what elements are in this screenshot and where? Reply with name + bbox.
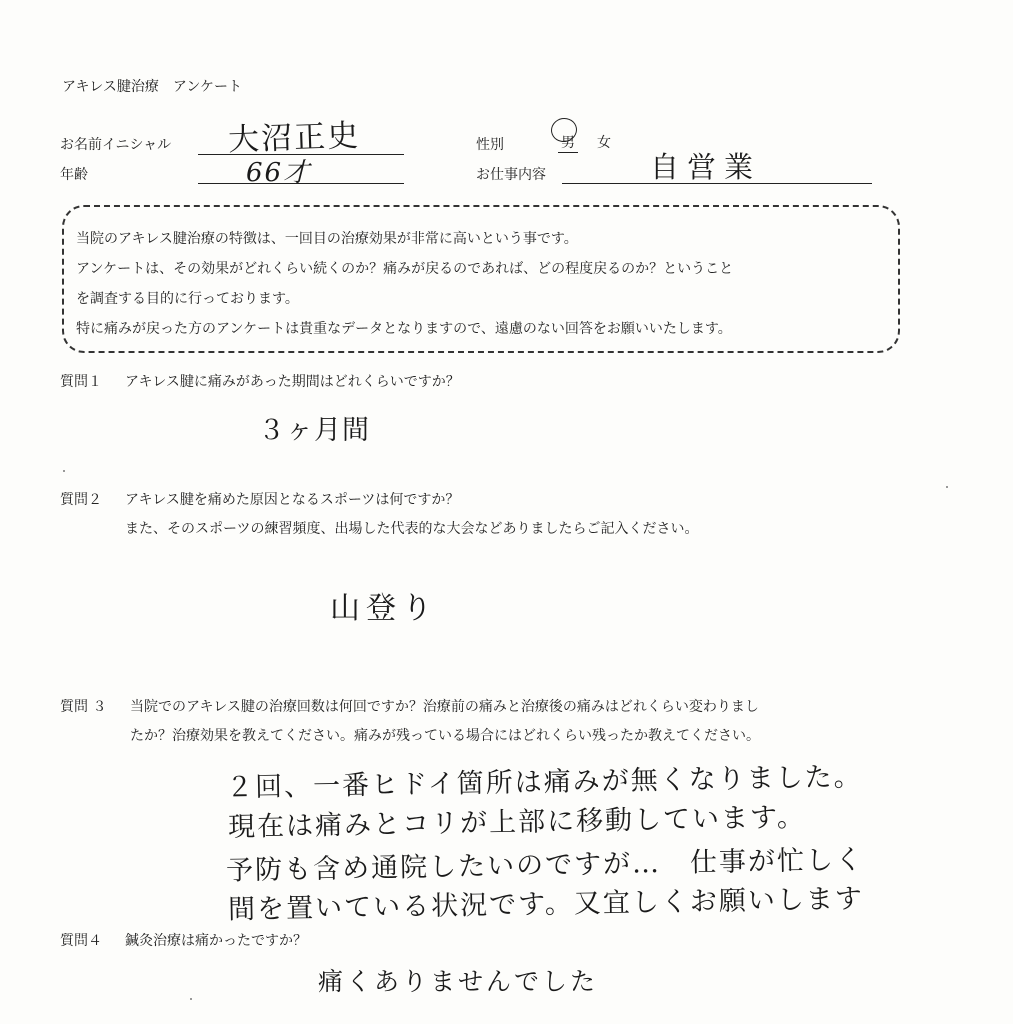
job-label: お仕事内容 <box>476 167 546 183</box>
question-1-answer: ３ヶ月間 <box>258 415 370 446</box>
question-3-answer-line-4: 間を置いている状況です。又宜しくお願いします <box>227 883 865 926</box>
gender-female: 女 <box>597 135 611 151</box>
notice-line-2: アンケートは、その効果がどれくらい続くのか？痛みが戻るのであれば、どの程度戻るのか？ということ <box>76 261 734 277</box>
question-2-label: 質問２ <box>60 492 102 508</box>
question-2-text: アキレス腱を痛めた原因となるスポーツは何ですか？ <box>125 492 460 508</box>
name-label: お名前イニシャル <box>60 137 172 153</box>
question-2-answer: 山登り <box>330 591 438 626</box>
notice-line-3: を調査する目的に行っております。 <box>76 291 299 307</box>
survey-title: アキレス腱治療 アンケート <box>62 79 243 95</box>
scan-speck <box>190 998 192 1000</box>
question-3-answer-line-3: 予防も含め通院したいのですが… 仕事が忙しく <box>225 844 865 887</box>
question-4-label: 質問４ <box>60 933 102 949</box>
question-1-label: 質問１ <box>60 374 102 390</box>
question-1-text: アキレス腱に痛みがあった期間はどれくらいですか？ <box>125 374 460 390</box>
gender-male: 男 <box>561 135 575 151</box>
question-4-answer: 痛くありませんでした <box>318 967 599 996</box>
question-2-text-cont: また、そのスポーツの練習頻度、出場した代表的な大会などありましたらご記入ください。 <box>125 521 699 537</box>
age-label: 年齢 <box>60 167 88 183</box>
question-3-text: 当院でのアキレス腱の治療回数は何回ですか？治療前の痛みと治療後の痛みはどれくらい変わりまし <box>130 699 759 715</box>
question-3-label: 質問 ３ <box>60 699 107 715</box>
age-underline <box>198 183 404 184</box>
notice-line-1: 当院のアキレス腱治療の特徴は、一回目の治療効果が非常に高いという事です。 <box>76 231 578 247</box>
scan-speck <box>946 486 948 488</box>
question-3-answer-line-1: ２回、一番ヒドイ箇所は痛みが無くなりました。 <box>225 761 863 804</box>
question-3-answer-line-2: 現在は痛みとコリが上部に移動しています。 <box>227 801 807 844</box>
age-answer: 66才 <box>246 158 312 188</box>
scan-speck <box>63 470 65 472</box>
gender-male-underline <box>558 152 578 153</box>
question-4-text: 鍼灸治療は痛かったですか？ <box>125 933 307 949</box>
job-answer: 自営業 <box>650 150 762 184</box>
question-3-text-cont: たか？治療効果を教えてください。痛みが残っている場合にはどれくらい残ったか教えてください。 <box>130 728 760 744</box>
gender-label: 性別 <box>476 137 504 153</box>
job-underline <box>562 183 872 184</box>
notice-line-4: 特に痛みが戻った方のアンケートは貴重なデータとなりますので、遠慮のない回答をお願いいたします。 <box>76 321 732 337</box>
name-answer: 大沼正史 <box>227 117 361 159</box>
